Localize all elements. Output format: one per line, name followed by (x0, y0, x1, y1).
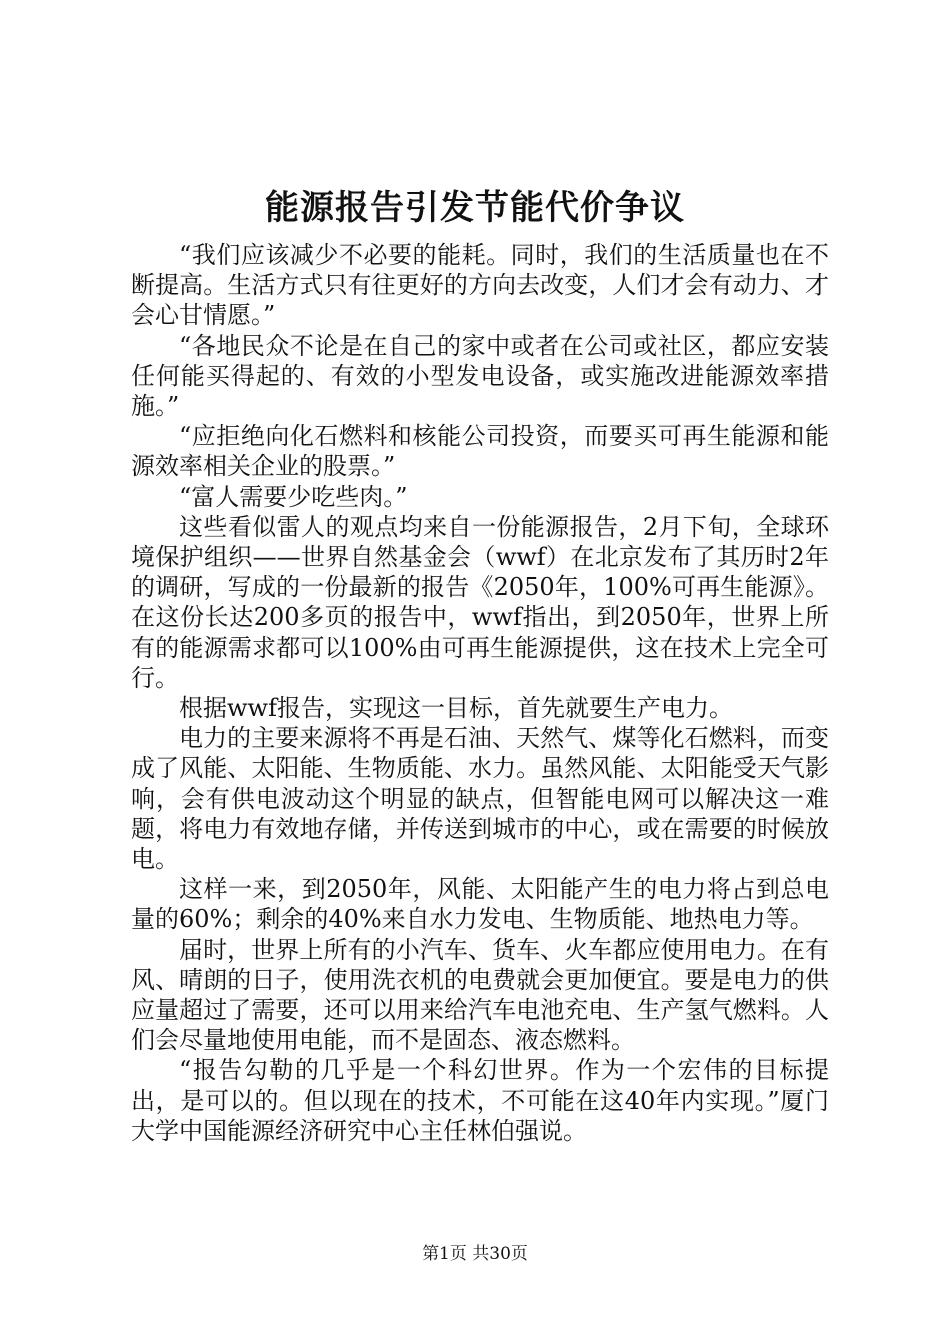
document-title: 能源报告引发节能代价争议 (265, 188, 685, 228)
paragraph-1: “我们应该减少不必要的能耗。同时，我们的生活质量也在不断提高。生活方式只有往更好的方向去改变，人们才会有动力、才会心甘情愿。” (131, 241, 829, 330)
document-body (131, 240, 829, 1146)
paragraph-5: 这些看似雷人的观点均来自一份能源报告，2月下旬，全球环境保护组织——世界自然基金会（wwf）在北京发布了其历时2年的调研，写成的一份最新的报告《2050年，100%可再生能源》。在这份长达200多页的报告中，wwf指出，到2050年，世界上所有的能源需求都可以100%由可再生能源提供，这在技术上完全可行。 (131, 512, 829, 692)
page-footer: 第1页 共30页 (422, 1244, 528, 1264)
paragraph-9: 届时，世界上所有的小汽车、货车、火车都应使用电力。在有风、晴朗的日子，使用洗衣机的电费就会更加便宜。要是电力的供应量超过了需要，还可以用来给汽车电池充电、生产氢气燃料。人们会尽量地使用电能，而不是固态、液态燃料。 (131, 935, 829, 1055)
paragraph-8: 这样一来，到2050年，风能、太阳能产生的电力将占到总电量的60%；剩余的40%来自水力发电、生物质能、地热电力等。 (131, 875, 829, 934)
paragraph-10: “报告勾勒的几乎是一个科幻世界。作为一个宏伟的目标提出，是可以的。但以现在的技术，不可能在这40年内实现。”厦门大学中国能源经济研究中心主任林伯强说。 (131, 1056, 829, 1145)
paragraph-3: “应拒绝向化石燃料和核能公司投资，而要买可再生能源和能源效率相关企业的股票。” (131, 422, 829, 481)
paragraph-6: 根据wwf报告，实现这一目标，首先就要生产电力。 (179, 694, 733, 723)
paragraph-2: “各地民众不论是在自己的家中或者在公司或社区，都应安装任何能买得起的、有效的小型发电设备，或实施改进能源效率措施。” (131, 331, 829, 421)
paragraph-7: 电力的主要来源将不再是石油、天然气、煤等化石燃料，而变成了风能、太阳能、生物质能、水力。虽然风能、太阳能受天气影响，会有供电波动这个明显的缺点，但智能电网可以解决这一难题，将电力有效地存储，并传送到城市的中心，或在需要的时候放电。 (131, 724, 829, 874)
paragraph-4: “富人需要少吃些肉。” (179, 482, 408, 511)
